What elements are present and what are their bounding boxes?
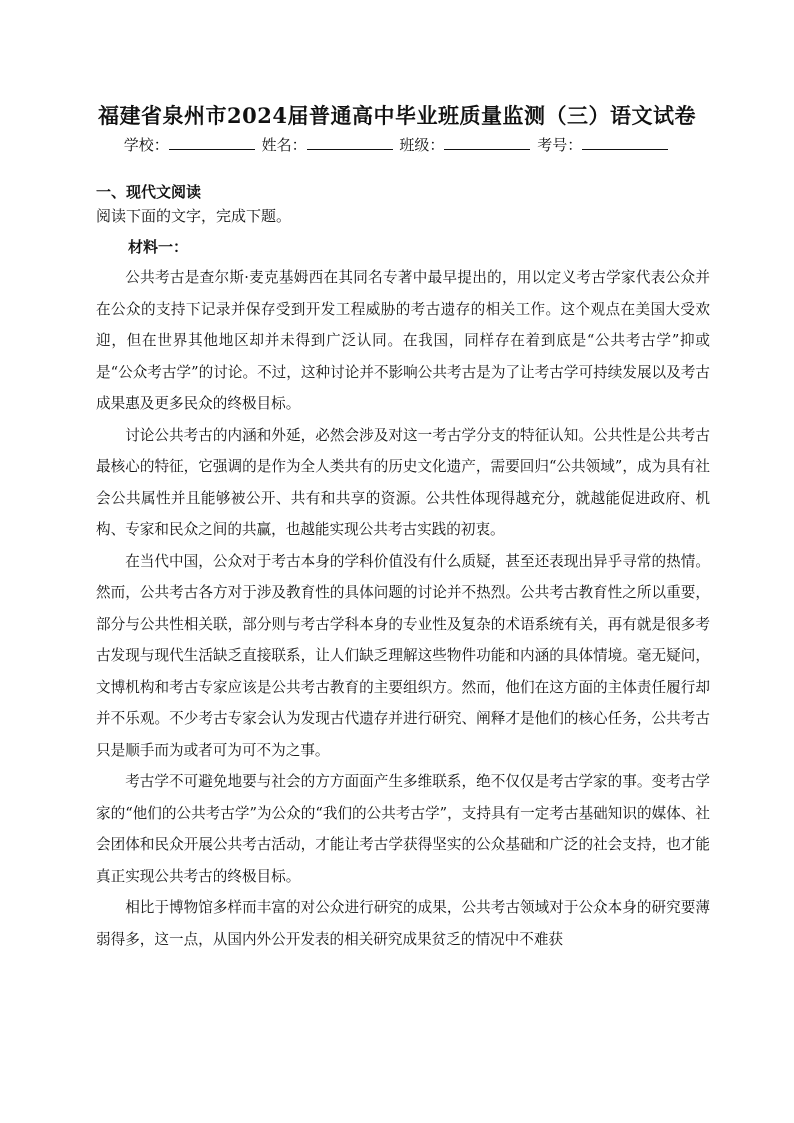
paragraph: 在当代中国，公众对于考古本身的学科价值没有什么质疑，甚至还表现出异乎寻常的热情。然而，公共考古各方对于涉及教育性的具体问题的讨论并不热烈。公共考古教育性之所以重要，部分与公共性相关联，部分则与考古学科本身的专业性及复杂的术语系统有关，再有就是很多考古发现与现代生活缺乏直接联系，让人们缺乏理解这些物件功能和内涵的具体情境。毫无疑问，文博机构和考古专家应该是公共考古教育的主要组织方。然而，他们在这方面的主体责任履行却并不乐观。不少考古专家会认为发现古代遗存并进行研究、阐释才是他们的核心任务，公共考古只是顺手而为或者可为可不为之事。 (96, 552, 710, 759)
name-blank[interactable] (307, 135, 393, 150)
name-label: 姓名： (261, 136, 307, 154)
material-label: 材料一： (128, 238, 189, 256)
paragraph: 考古学不可避免地要与社会的方方面面产生多维联系，绝不仅仅是考古学家的事。变考古学家的“他们的公共考古学”为公众的“我们的公共考古学”，支持具有一定考古基础知识的媒体、社会团体和民众开展公共考古活动，才能让考古学获得坚实的公众基础和广泛的社会支持，也才能真正实现公共考古的终极目标。 (96, 773, 710, 885)
school-label: 学校： (123, 136, 169, 154)
exam-title: 福建省泉州市2024届普通高中毕业班质量监测（三）语文试卷 (98, 103, 696, 128)
section-heading: 一、现代文阅读 (96, 183, 202, 201)
student-info-row (0, 134, 794, 155)
paragraph: 讨论公共考古的内涵和外延，必然会涉及对这一考古学分支的特征认知。公共性是公共考古最核心的特征，它强调的是作为全人类共有的历史文化遗产，需要回归“公共领域”，成为具有社会公共属性并且能够被公开、共有和共享的资源。公共性体现得越充分，就越能促进政府、机构、专家和民众之间的共赢，也越能实现公共考古实践的初衷。 (96, 426, 710, 538)
paragraph: 公共考古是查尔斯·麦克基姆西在其同名专著中最早提出的，用以定义考古学家代表公众并在公众的支持下记录并保存受到开发工程威胁的考古遗存的相关工作。这个观点在美国大受欢迎，但在世界其他地区却并未得到广泛认同。在我国，同样存在着到底是“公共考古学”抑或是“公众考古学”的讨论。不过，这种讨论并不影响公共考古是为了让考古学可持续发展以及考古成果惠及更多民众的终极目标。 (96, 269, 710, 412)
reading-passage (96, 262, 710, 955)
class-blank[interactable] (444, 135, 530, 150)
number-label: 考号： (537, 136, 583, 154)
section-instruction: 阅读下面的文字，完成下题。 (96, 207, 292, 225)
class-label: 班级： (399, 136, 445, 154)
paragraph: 相比于博物馆多样而丰富的对公众进行研究的成果，公共考古领域对于公众本身的研究要薄弱得多，这一点，从国内外公开发表的相关研究成果贫乏的情况中不难获 (96, 899, 710, 948)
school-blank[interactable] (169, 135, 255, 150)
number-blank[interactable] (582, 135, 668, 150)
